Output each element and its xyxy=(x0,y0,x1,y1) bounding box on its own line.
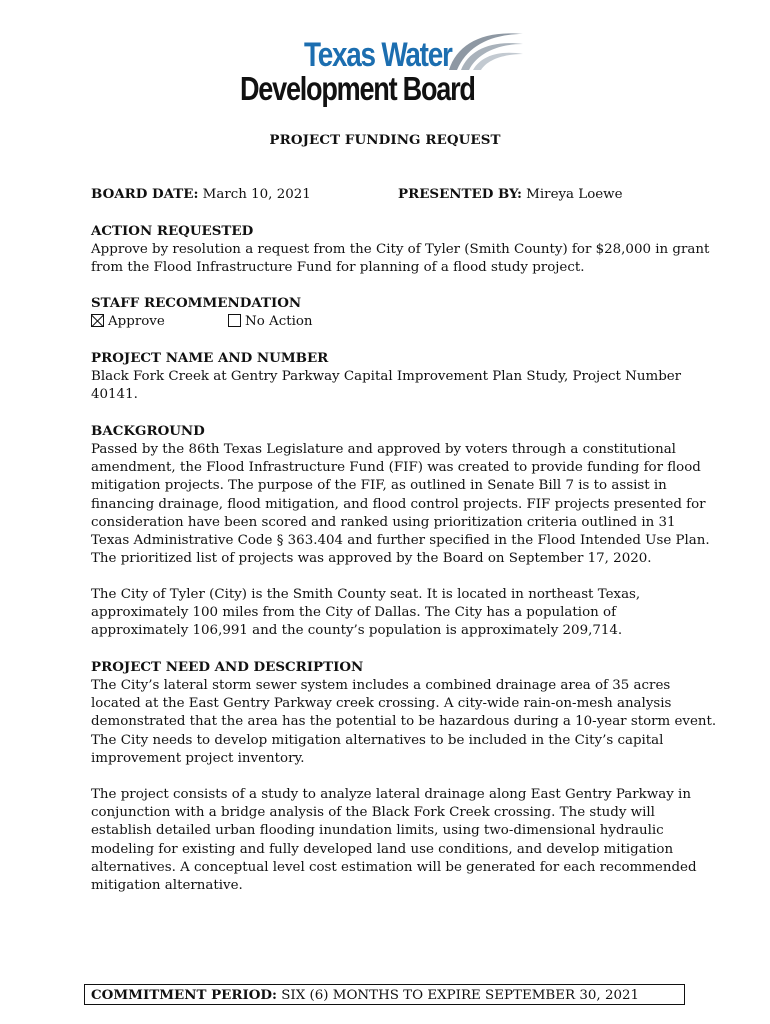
checked-box-icon[interactable] xyxy=(91,314,104,327)
commitment-period-box xyxy=(84,984,685,1005)
text-line: The project consists of a study to analyze lateral drainage along East Gentry Parkway in xyxy=(91,787,691,802)
project-need-heading: PROJECT NEED AND DESCRIPTION xyxy=(91,659,364,675)
project-name-text xyxy=(91,368,691,404)
text-line: alternatives. A conceptual level cost estimation will be generated for each recommended xyxy=(91,859,697,875)
text-line: The prioritized list of projects was approved by the Board on September 17, 2020. xyxy=(91,551,652,567)
text-line: approximately 100 miles from the City of Dallas. The City has a population of xyxy=(91,605,617,621)
text-line: establish detailed urban flooding inundation limits, using two-dimensional hydraulic xyxy=(91,823,664,839)
twdb-logo xyxy=(238,26,528,110)
text-line: Black Fork Creek at Gentry Parkway Capital Improvement Plan Study, Project Number xyxy=(91,369,682,384)
text-line: modeling for existing and fully developed land use conditions, and develop mitigation xyxy=(91,841,674,857)
option-approve[interactable] xyxy=(91,314,165,329)
project-need-paragraph-2 xyxy=(91,786,697,895)
logo-text-line1: Texas Water xyxy=(304,36,452,74)
text-line: mitigation alternative. xyxy=(91,878,243,894)
document-title: PROJECT FUNDING REQUEST xyxy=(269,132,501,148)
project-name-heading: PROJECT NAME AND NUMBER xyxy=(91,350,329,366)
presented-by xyxy=(398,186,623,202)
board-date-label: BOARD DATE: xyxy=(91,186,199,202)
option-no-action-label: No Action xyxy=(245,314,313,329)
background-paragraph-1 xyxy=(91,441,710,568)
text-line: approximately 106,991 and the county’s population is approximately 209,714. xyxy=(91,623,623,639)
commitment-period-value: SIX (6) MONTHS TO EXPIRE SEPTEMBER 30, 2021 xyxy=(281,988,640,1003)
project-need-paragraph-1 xyxy=(91,677,717,768)
background-heading: BACKGROUND xyxy=(91,423,205,439)
presented-by-value: Mireya Loewe xyxy=(526,187,623,202)
text-line: from the Flood Infrastructure Fund for planning of a flood study project. xyxy=(91,260,585,276)
option-no-action[interactable] xyxy=(228,314,313,329)
text-line: financing drainage, flood mitigation, and flood control projects. FIF projects presented for xyxy=(91,496,706,512)
commitment-period-label: COMMITMENT PERIOD: xyxy=(91,987,277,1003)
text-line: demonstrated that the area has the potential to be hazardous during a 10-year storm event. xyxy=(91,714,717,730)
action-requested-text xyxy=(91,241,710,277)
text-line: Approve by resolution a request from the City of Tyler (Smith County) for $28,000 in grant xyxy=(91,242,710,257)
text-line: amendment, the Flood Infrastructure Fund (FIF) was created to provide funding for flood xyxy=(91,460,701,476)
presented-by-label: PRESENTED BY: xyxy=(398,186,522,202)
text-line: 40141. xyxy=(91,387,138,403)
logo-text-line2: Development Board xyxy=(240,70,475,107)
text-line: The City’s lateral storm sewer system includes a combined drainage area of 35 acres xyxy=(91,678,671,693)
text-line: consideration have been scored and ranked using prioritization criteria outlined in 31 xyxy=(91,514,676,530)
empty-box-icon[interactable] xyxy=(228,314,241,327)
text-line: Texas Administrative Code § 363.404 and further specified in the Flood Intended Use Plan. xyxy=(91,533,710,549)
water-swoosh-icon xyxy=(443,26,525,72)
text-line: mitigation projects. The purpose of the FIF, as outlined in Senate Bill 7 is to assist in xyxy=(91,478,667,494)
text-line: The City of Tyler (City) is the Smith County seat. It is located in northeast Texas, xyxy=(91,587,641,602)
action-requested-heading: ACTION REQUESTED xyxy=(91,223,254,239)
text-line: improvement project inventory. xyxy=(91,750,305,766)
text-line: The City needs to develop mitigation alternatives to be included in the City’s capital xyxy=(91,732,664,748)
text-line: Passed by the 86th Texas Legislature and approved by voters through a constitutional xyxy=(91,442,676,457)
option-approve-label: Approve xyxy=(108,314,165,329)
staff-recommendation-heading: STAFF RECOMMENDATION xyxy=(91,295,302,311)
board-date-value: March 10, 2021 xyxy=(202,187,311,202)
board-date xyxy=(91,186,311,202)
background-paragraph-2 xyxy=(91,586,691,641)
text-line: located at the East Gentry Parkway creek crossing. A city-wide rain-on-mesh analysis xyxy=(91,696,672,712)
text-line: conjunction with a bridge analysis of the Black Fork Creek crossing. The study will xyxy=(91,805,655,821)
